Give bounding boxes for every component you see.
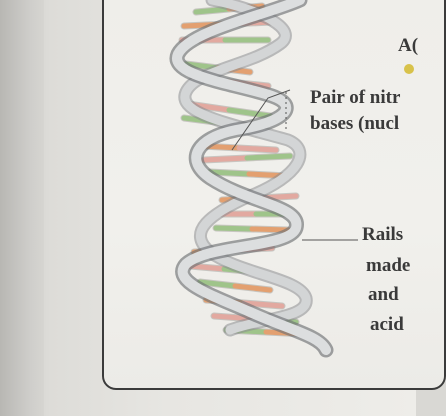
- base-pair-rung: [229, 110, 270, 116]
- label-rails-line1: Rails: [362, 224, 404, 245]
- label-base-pair-line2: bases (nucl: [310, 113, 400, 134]
- base-pair-rung: [239, 148, 276, 150]
- label-top-partial: A(: [398, 35, 419, 56]
- base-pair-rung: [204, 158, 247, 160]
- annotation-dot: [404, 64, 414, 74]
- base-pair-rung: [247, 156, 290, 158]
- label-rails-line2: made: [366, 255, 411, 276]
- label-rails-line4: acid: [370, 314, 404, 335]
- base-pair-rung: [196, 9, 229, 12]
- base-pair-rung: [216, 228, 252, 229]
- label-base-pair-line1: Pair of nitr: [310, 87, 401, 108]
- label-rails-line3: and: [368, 284, 399, 305]
- base-pair-rung: [252, 229, 288, 230]
